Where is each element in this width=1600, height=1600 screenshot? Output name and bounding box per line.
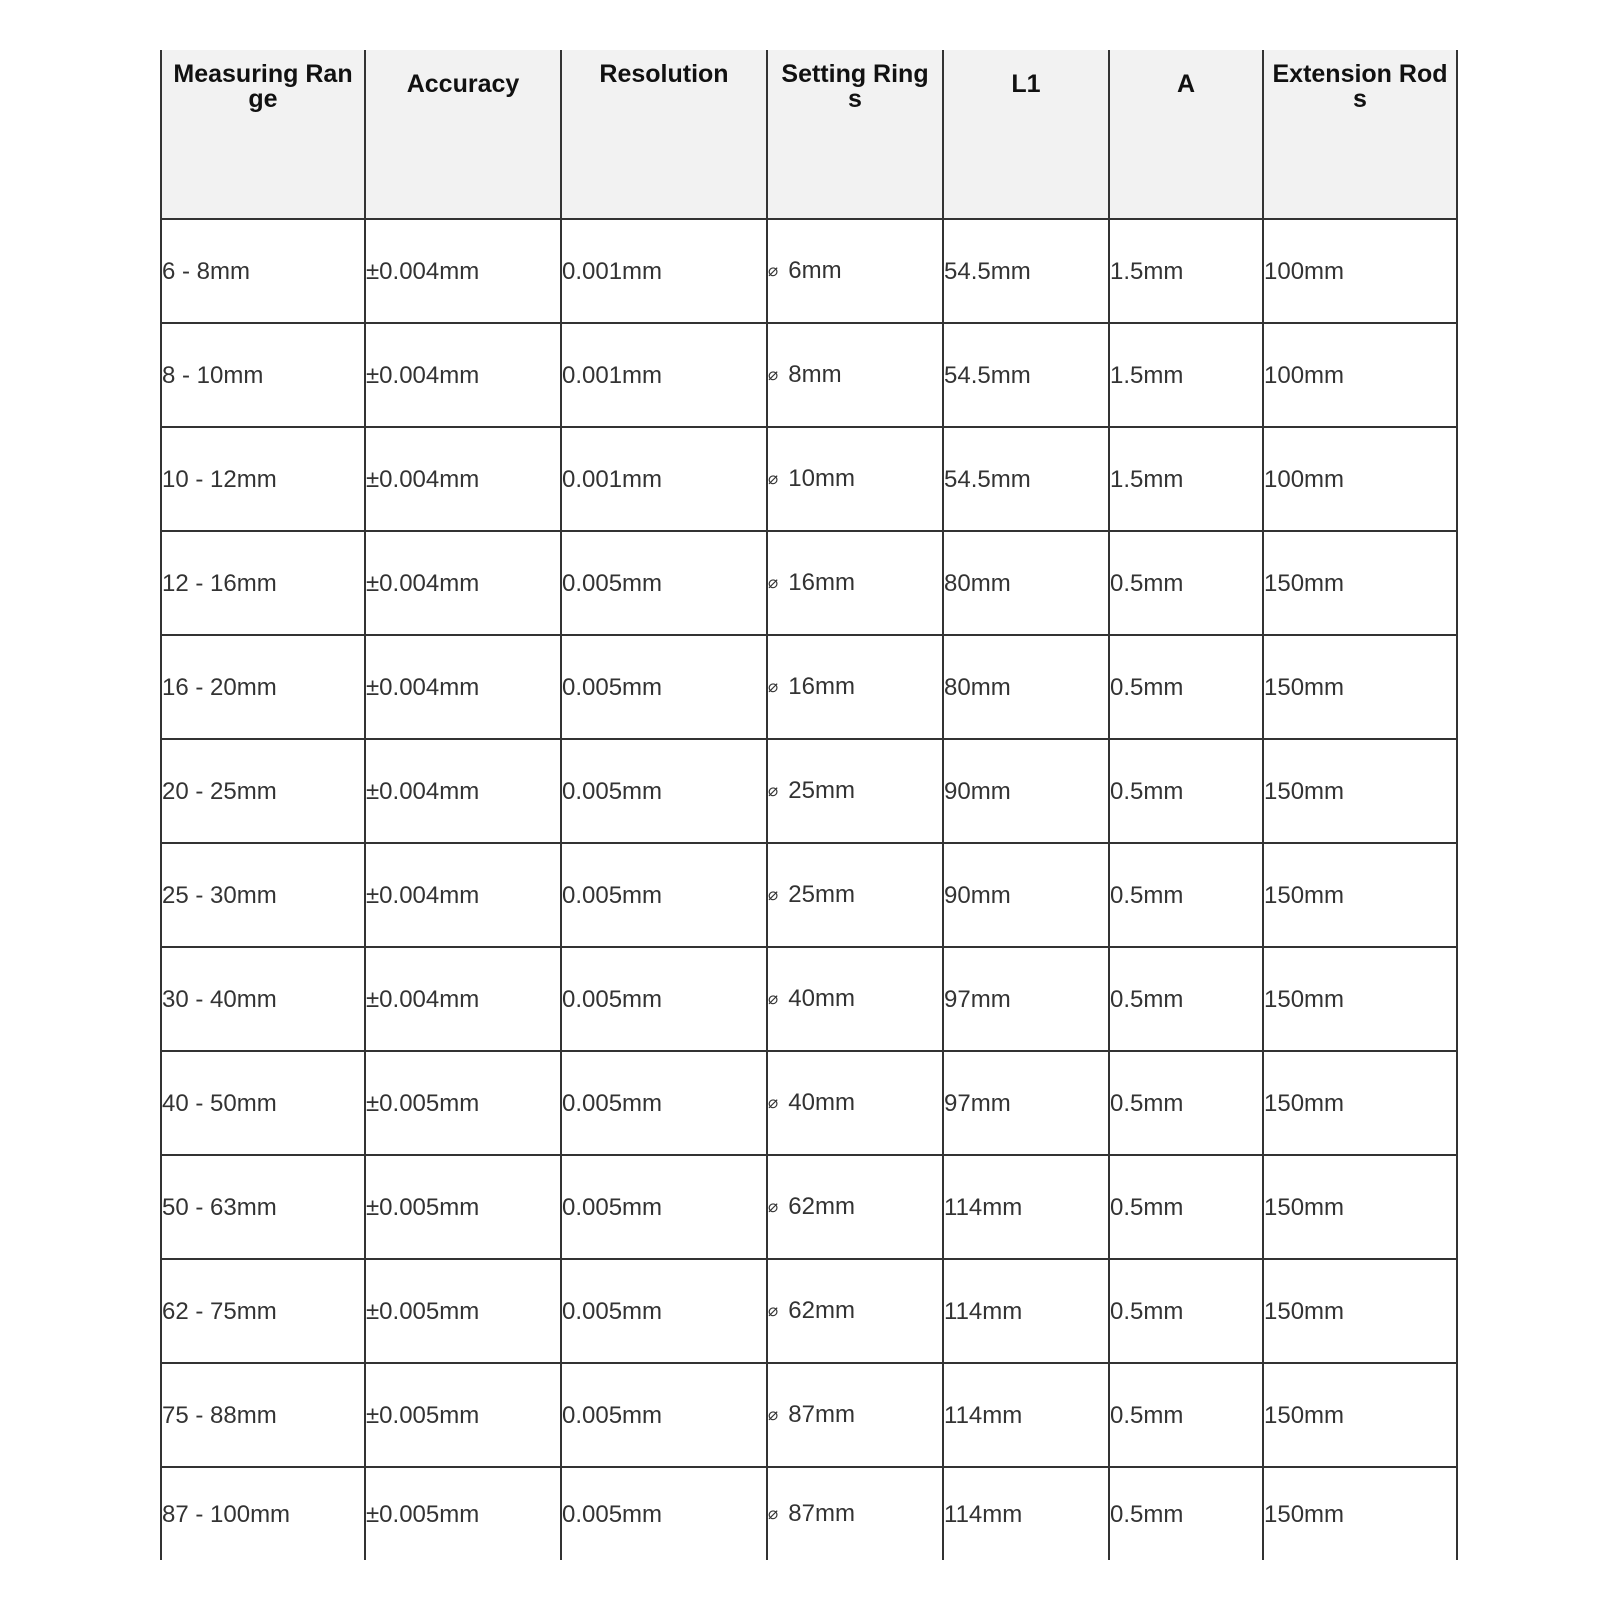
cell-extension-rod-value: 150mm [1264,1500,1345,1528]
cell-resolution-value: 0.005mm [562,1089,663,1117]
cell-measuring-range [161,1259,365,1363]
cell-setting-ring [767,635,943,739]
cell-accuracy-value: ±0.004mm [366,465,480,493]
diameter-icon: ⌀ [768,468,779,488]
cell-measuring-range [161,739,365,843]
cell-setting-ring [767,739,943,843]
diameter-icon: ⌀ [768,884,779,904]
cell-l1-value: 114mm [944,1401,1023,1429]
cell-resolution-value: 0.005mm [562,673,663,701]
cell-a [1109,1467,1263,1560]
cell-setting-ring [767,947,943,1051]
diameter-icon: ⌀ [768,572,779,592]
cell-setting-ring [767,1051,943,1155]
cell-measuring-range [161,219,365,323]
cell-measuring-range-value: 12 - 16mm [162,569,277,597]
cell-l1-value: 114mm [944,1500,1023,1528]
header-l1: L1 [943,50,1109,219]
cell-extension-rod-value: 150mm [1264,1193,1345,1221]
cell-resolution-value: 0.001mm [562,257,663,285]
cell-l1 [943,1155,1109,1259]
cell-extension-rod-value: 150mm [1264,777,1345,805]
table-row [161,739,1457,843]
cell-measuring-range-value: 75 - 88mm [162,1401,277,1429]
cell-resolution-value: 0.005mm [562,985,663,1013]
cell-setting-ring-value: 16mm [788,672,855,700]
header-resolution: Resolution [561,50,767,219]
cell-setting-ring [767,1155,943,1259]
cell-extension-rod-value: 100mm [1264,465,1345,493]
cell-extension-rod [1263,1467,1457,1560]
diameter-icon: ⌀ [768,676,779,696]
cell-a-value: 0.5mm [1110,1297,1184,1325]
header-setting-rings: Setting Rings [767,50,943,219]
cell-a-value: 0.5mm [1110,985,1184,1013]
cell-extension-rod [1263,739,1457,843]
cell-l1-value: 97mm [944,985,1011,1013]
cell-l1 [943,219,1109,323]
cell-accuracy [365,427,561,531]
table-row [161,323,1457,427]
cell-accuracy [365,1051,561,1155]
cell-extension-rod-value: 150mm [1264,569,1345,597]
cell-resolution [561,531,767,635]
cell-setting-ring-value: 16mm [788,568,855,596]
cell-resolution-value: 0.001mm [562,361,663,389]
cell-setting-ring-value: 62mm [788,1296,855,1324]
cell-measuring-range-value: 25 - 30mm [162,881,277,909]
cell-accuracy-value: ±0.004mm [366,881,480,909]
cell-setting-ring-value: 25mm [788,776,855,804]
cell-resolution [561,323,767,427]
cell-extension-rod-value: 150mm [1264,881,1345,909]
cell-l1 [943,1051,1109,1155]
cell-l1-value: 80mm [944,673,1011,701]
cell-l1-value: 97mm [944,1089,1011,1117]
diameter-icon: ⌀ [768,1092,779,1112]
diameter-icon: ⌀ [768,1196,779,1216]
cell-setting-ring-value: 40mm [788,984,855,1012]
cell-l1-value: 54.5mm [944,257,1031,285]
cell-l1 [943,323,1109,427]
diameter-icon: ⌀ [768,364,779,384]
cell-a-value: 1.5mm [1110,361,1184,389]
cell-l1-value: 90mm [944,777,1011,805]
cell-accuracy-value: ±0.004mm [366,569,480,597]
cell-measuring-range-value: 6 - 8mm [162,257,251,285]
cell-setting-ring [767,843,943,947]
header-accuracy: Accuracy [365,50,561,219]
cell-extension-rod [1263,843,1457,947]
cell-measuring-range [161,531,365,635]
cell-measuring-range-value: 20 - 25mm [162,777,277,805]
cell-setting-ring [767,1259,943,1363]
cell-accuracy [365,219,561,323]
cell-accuracy [365,1363,561,1467]
cell-measuring-range [161,947,365,1051]
cell-setting-ring [767,531,943,635]
cell-resolution [561,739,767,843]
cell-a-value: 1.5mm [1110,257,1184,285]
cell-measuring-range-value: 30 - 40mm [162,985,277,1013]
cell-setting-ring-value: 62mm [788,1192,855,1220]
cell-a-value: 0.5mm [1110,569,1184,597]
cell-accuracy [365,843,561,947]
cell-a [1109,531,1263,635]
cell-l1-value: 54.5mm [944,465,1031,493]
cell-l1 [943,635,1109,739]
cell-a-value: 0.5mm [1110,1401,1184,1429]
cell-a [1109,1051,1263,1155]
cell-accuracy-value: ±0.004mm [366,257,480,285]
cell-l1 [943,1363,1109,1467]
cell-resolution [561,1051,767,1155]
cell-resolution-value: 0.005mm [562,881,663,909]
cell-setting-ring-value: 87mm [788,1400,855,1428]
cell-extension-rod-value: 150mm [1264,1089,1345,1117]
cell-l1-value: 90mm [944,881,1011,909]
cell-setting-ring [767,1363,943,1467]
table-header [161,50,1457,219]
cell-setting-ring-value: 25mm [788,880,855,908]
cell-a-value: 0.5mm [1110,777,1184,805]
cell-l1 [943,843,1109,947]
diameter-icon: ⌀ [768,780,779,800]
table-row [161,635,1457,739]
cell-resolution [561,1155,767,1259]
cell-l1-value: 114mm [944,1193,1023,1221]
cell-a-value: 0.5mm [1110,1500,1184,1528]
cell-resolution [561,219,767,323]
cell-resolution-value: 0.005mm [562,1297,663,1325]
cell-accuracy [365,1467,561,1560]
cell-setting-ring-value: 6mm [788,256,842,284]
cell-accuracy [365,1259,561,1363]
cell-resolution-value: 0.005mm [562,1401,663,1429]
diameter-icon: ⌀ [768,1300,779,1320]
cell-l1 [943,947,1109,1051]
cell-extension-rod [1263,219,1457,323]
cell-setting-ring-value: 10mm [788,464,855,492]
cell-measuring-range [161,635,365,739]
diameter-icon: ⌀ [768,1503,779,1523]
cell-measuring-range [161,843,365,947]
table-row [161,1467,1457,1560]
cell-accuracy [365,947,561,1051]
header-measuring-range: Measuring Range [161,50,365,219]
cell-l1-value: 114mm [944,1297,1023,1325]
cell-a-value: 1.5mm [1110,465,1184,493]
cell-l1 [943,531,1109,635]
cell-resolution [561,635,767,739]
cell-accuracy-value: ±0.005mm [366,1297,480,1325]
table-row [161,843,1457,947]
cell-a [1109,1363,1263,1467]
cell-accuracy [365,323,561,427]
cell-a [1109,843,1263,947]
cell-l1 [943,1259,1109,1363]
cell-resolution [561,1363,767,1467]
cell-a-value: 0.5mm [1110,673,1184,701]
cell-accuracy-value: ±0.005mm [366,1193,480,1221]
table-row [161,1363,1457,1467]
spec-table [160,50,1458,1560]
cell-resolution-value: 0.001mm [562,465,663,493]
cell-accuracy-value: ±0.005mm [366,1089,480,1117]
cell-measuring-range-value: 40 - 50mm [162,1089,277,1117]
cell-l1 [943,1467,1109,1560]
cell-accuracy [365,739,561,843]
diameter-icon: ⌀ [768,1404,779,1424]
cell-measuring-range-value: 50 - 63mm [162,1193,277,1221]
cell-a [1109,1155,1263,1259]
header-row [161,50,1457,219]
cell-setting-ring-value: 40mm [788,1088,855,1116]
cell-measuring-range [161,1467,365,1560]
cell-measuring-range-value: 10 - 12mm [162,465,277,493]
cell-setting-ring-value: 87mm [788,1499,855,1527]
cell-a [1109,1259,1263,1363]
cell-accuracy-value: ±0.004mm [366,985,480,1013]
cell-l1-value: 80mm [944,569,1011,597]
cell-extension-rod-value: 100mm [1264,257,1345,285]
cell-resolution-value: 0.005mm [562,569,663,597]
cell-measuring-range [161,427,365,531]
table-row [161,531,1457,635]
cell-resolution-value: 0.005mm [562,1500,663,1528]
cell-setting-ring [767,219,943,323]
cell-a [1109,323,1263,427]
cell-l1-value: 54.5mm [944,361,1031,389]
cell-extension-rod-value: 150mm [1264,1297,1345,1325]
header-extension-rods: Extension Rods [1263,50,1457,219]
table-body [161,219,1457,1560]
cell-accuracy-value: ±0.004mm [366,361,480,389]
cell-accuracy-value: ±0.005mm [366,1500,480,1528]
cell-l1 [943,739,1109,843]
cell-resolution [561,843,767,947]
table-row [161,219,1457,323]
cell-setting-ring [767,427,943,531]
diameter-icon: ⌀ [768,988,779,1008]
cell-extension-rod [1263,531,1457,635]
cell-accuracy-value: ±0.005mm [366,1401,480,1429]
cell-extension-rod [1263,1259,1457,1363]
cell-extension-rod [1263,323,1457,427]
table-row [161,427,1457,531]
diameter-icon: ⌀ [768,260,779,280]
cell-setting-ring [767,323,943,427]
cell-extension-rod [1263,1051,1457,1155]
cell-resolution [561,1467,767,1560]
cell-a [1109,635,1263,739]
cell-accuracy-value: ±0.004mm [366,673,480,701]
cell-accuracy-value: ±0.004mm [366,777,480,805]
cell-a [1109,427,1263,531]
cell-resolution-value: 0.005mm [562,777,663,805]
cell-extension-rod-value: 150mm [1264,985,1345,1013]
cell-extension-rod-value: 100mm [1264,361,1345,389]
cell-extension-rod [1263,427,1457,531]
cell-extension-rod-value: 150mm [1264,673,1345,701]
cell-extension-rod [1263,1155,1457,1259]
cell-resolution [561,947,767,1051]
cell-measuring-range-value: 16 - 20mm [162,673,277,701]
header-a: A [1109,50,1263,219]
cell-measuring-range-value: 62 - 75mm [162,1297,277,1325]
cell-resolution-value: 0.005mm [562,1193,663,1221]
cell-measuring-range [161,1363,365,1467]
cell-a [1109,739,1263,843]
cell-a-value: 0.5mm [1110,1089,1184,1117]
cell-measuring-range-value: 87 - 100mm [162,1500,291,1528]
cell-measuring-range [161,1051,365,1155]
table-row [161,947,1457,1051]
cell-measuring-range [161,1155,365,1259]
cell-resolution [561,1259,767,1363]
cell-l1 [943,427,1109,531]
cell-measuring-range [161,323,365,427]
cell-measuring-range-value: 8 - 10mm [162,361,264,389]
cell-a-value: 0.5mm [1110,881,1184,909]
cell-a [1109,947,1263,1051]
cell-a-value: 0.5mm [1110,1193,1184,1221]
cell-extension-rod [1263,1363,1457,1467]
table-row [161,1155,1457,1259]
cell-resolution [561,427,767,531]
cell-accuracy [365,1155,561,1259]
table-row [161,1051,1457,1155]
cell-extension-rod-value: 150mm [1264,1401,1345,1429]
cell-accuracy [365,531,561,635]
cell-a [1109,219,1263,323]
cell-setting-ring [767,1467,943,1560]
cell-accuracy [365,635,561,739]
table-row [161,1259,1457,1363]
cell-setting-ring-value: 8mm [788,360,842,388]
cell-extension-rod [1263,635,1457,739]
cell-extension-rod [1263,947,1457,1051]
